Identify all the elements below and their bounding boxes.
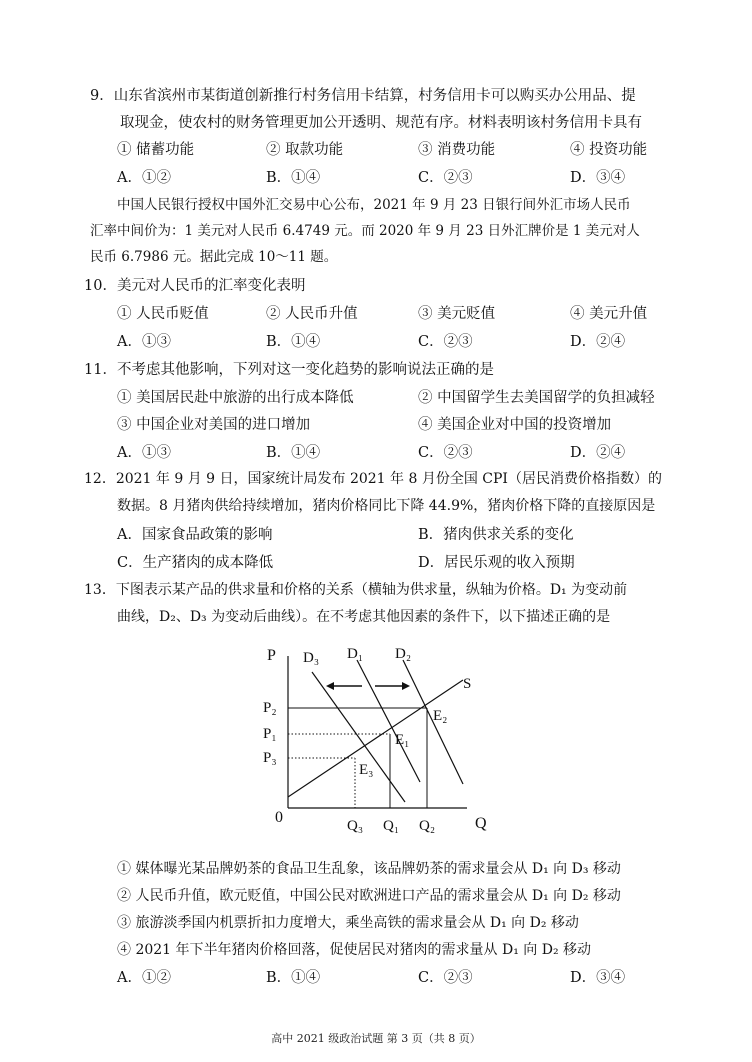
d2-label: D₂ bbox=[395, 646, 412, 662]
q11-choice-b: B．①④ bbox=[266, 445, 321, 461]
q10-item-3: ③ 美元贬值 bbox=[418, 306, 496, 322]
q11-item-4: ④ 美国企业对中国的投资增加 bbox=[418, 417, 612, 433]
supply-label: S bbox=[463, 676, 472, 692]
q13-stem-line2: 曲线，D₂、D₃ 为变动后曲线）。在不考虑其他因素的条件下，以下描述正确的是 bbox=[117, 609, 611, 625]
supply-curve bbox=[288, 680, 463, 797]
p1-label: P₁ bbox=[263, 726, 277, 742]
q9-choice-c: C．②③ bbox=[418, 170, 473, 186]
d3-label: D₃ bbox=[303, 650, 320, 666]
q13-choice-a: A．①② bbox=[117, 970, 171, 986]
q-axis-label: Q bbox=[475, 815, 487, 832]
q2-label: Q₂ bbox=[419, 818, 436, 834]
q11-item-1: ① 美国居民赴中旅游的出行成本降低 bbox=[117, 390, 354, 406]
q9-item-2: ② 取款功能 bbox=[266, 142, 344, 158]
material-line1: 中国人民银行授权中国外汇交易中心公布，2021 年 9 月 23 日银行间外汇市场人民币 bbox=[117, 197, 631, 213]
q11-choice-c: C．②③ bbox=[418, 445, 473, 461]
q13-item-2: ② 人民币升值，欧元贬值，中国公民对欧洲进口产品的需求量会从 D₁ 向 D₂ 移动 bbox=[117, 888, 621, 904]
q13-choice-d: D．③④ bbox=[570, 970, 626, 986]
q13-choice-b: B．①④ bbox=[266, 970, 321, 986]
q11-choice-d: D．②④ bbox=[570, 445, 626, 461]
shift-arrow-left-head bbox=[326, 682, 334, 690]
q9-stem-line2: 取现金，使农村的财务管理更加公开透明、规范有序。材料表明该村务信用卡具有 bbox=[120, 115, 642, 131]
q12-choice-d: D．居民乐观的收入预期 bbox=[418, 555, 575, 571]
q10-choice-a: A．①③ bbox=[117, 334, 171, 350]
q10-item-1: ① 人民币贬值 bbox=[117, 306, 209, 322]
p-axis-label: P bbox=[267, 647, 276, 664]
q1-label: Q₁ bbox=[383, 818, 400, 834]
d1-label: D₁ bbox=[347, 646, 364, 662]
q11-stem: 11．不考虑其他影响，下列对这一变化趋势的影响说法正确的是 bbox=[84, 362, 494, 378]
q12-stem-line2: 数据。8 月猪肉供给持续增加，猪肉价格同比下降 44.9%，猪肉价格下降的直接原因是 bbox=[117, 498, 656, 514]
q13-item-4: ④ 2021 年下半年猪肉价格回落，促使居民对猪肉的需求量从 D₁ 向 D₂ 移动 bbox=[117, 942, 592, 958]
q3-label: Q₃ bbox=[347, 818, 364, 834]
q12-choice-c: C．生产猪肉的成本降低 bbox=[117, 555, 274, 571]
q9-choice-b: B．①④ bbox=[266, 170, 321, 186]
q10-choice-b: B．①④ bbox=[266, 334, 321, 350]
shift-arrow-right-head bbox=[402, 682, 410, 690]
e2-label: E₂ bbox=[433, 708, 448, 724]
q10-item-4: ④ 美元升值 bbox=[570, 306, 648, 322]
q11-choice-a: A．①③ bbox=[117, 445, 171, 461]
page-footer: 高中 2021 级政治试题 第 3 页（共 8 页） bbox=[271, 1032, 481, 1045]
q9-item-4: ④ 投资功能 bbox=[570, 142, 648, 158]
q13-choice-c: C．②③ bbox=[418, 970, 473, 986]
q11-item-2: ② 中国留学生去美国留学的负担减轻 bbox=[418, 390, 655, 406]
material-line3: 民币 6.7986 元。据此完成 10～11 题。 bbox=[90, 249, 338, 265]
demand-curve-d3 bbox=[312, 672, 405, 802]
q13-stem-line1: 13．下图表示某产品的供求量和价格的关系（横轴为供求量，纵轴为价格。D₁ 为变动前 bbox=[84, 582, 628, 598]
q12-choice-a: A．国家食品政策的影响 bbox=[117, 527, 273, 543]
q10-choice-c: C．②③ bbox=[418, 334, 473, 350]
q10-stem: 10．美元对人民币的汇率变化表明 bbox=[84, 278, 306, 294]
e1-label: E₁ bbox=[395, 732, 410, 748]
q9-item-3: ③ 消费功能 bbox=[418, 142, 496, 158]
q12-choice-b: B．猪肉供求关系的变化 bbox=[418, 527, 574, 543]
q9-choice-a: A．①② bbox=[117, 170, 171, 186]
e3-label: E₃ bbox=[359, 762, 374, 778]
q9-choice-d: D．③④ bbox=[570, 170, 626, 186]
q9-item-1: ① 储蓄功能 bbox=[117, 142, 195, 158]
q10-choice-d: D．②④ bbox=[570, 334, 626, 350]
p3-label: P₃ bbox=[263, 750, 277, 766]
q9-stem-line1: 9．山东省滨州市某街道创新推行村务信用卡结算，村务信用卡可以购买办公用品、提 bbox=[90, 88, 636, 104]
q13-item-3: ③ 旅游淡季国内机票折扣力度增大，乘坐高铁的需求量会从 D₁ 向 D₂ 移动 bbox=[117, 915, 579, 931]
supply-demand-diagram bbox=[255, 632, 505, 842]
p2-label: P₂ bbox=[263, 700, 277, 716]
material-line2: 汇率中间价为：1 美元对人民币 6.4749 元。而 2020 年 9 月 23 日外汇牌价是 1 美元对人 bbox=[90, 223, 640, 239]
origin-label: 0 bbox=[275, 809, 283, 826]
q12-stem-line1: 12．2021 年 9 月 9 日，国家统计局发布 2021 年 8 月份全国 CPI（居民消费价格指数）的 bbox=[84, 471, 662, 487]
q11-item-3: ③ 中国企业对美国的进口增加 bbox=[117, 417, 311, 433]
q10-item-2: ② 人民币升值 bbox=[266, 306, 358, 322]
q13-item-1: ① 媒体曝光某品牌奶茶的食品卫生乱象，该品牌奶茶的需求量会从 D₁ 向 D₃ 移动 bbox=[117, 861, 621, 877]
